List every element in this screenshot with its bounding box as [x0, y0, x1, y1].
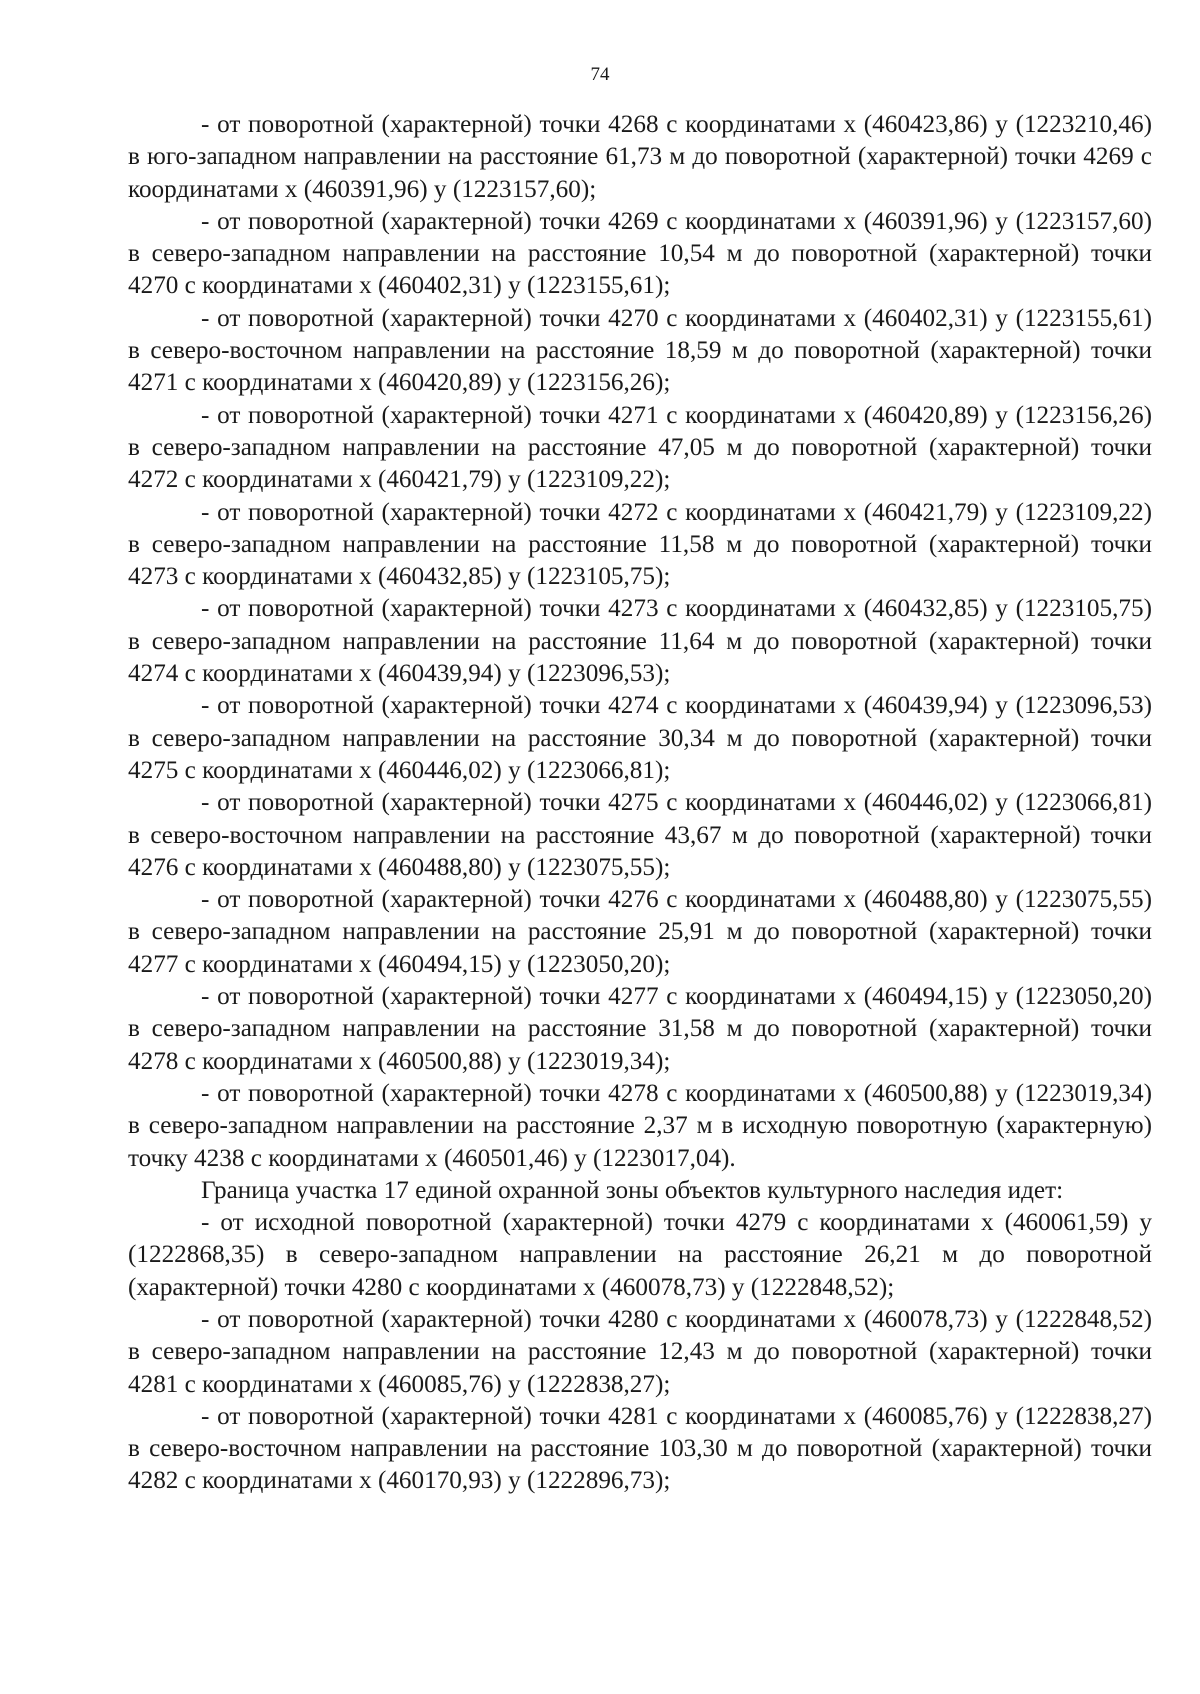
paragraph: - от поворотной (характерной) точки 4281 с координатами x (460085,76) у (1222838,27) в северо-восточном направлении на расстояние 103,30 м до поворотной (характерной) точки 4282 с координатами x (460170,93) у (1222896,73); [128, 1402, 1152, 1495]
page-number: 74 [590, 64, 610, 85]
paragraph: - от поворотной (характерной) точки 4274 с координатами x (460439,94) у (1223096,53) в северо-западном направлении на расстояние 30,34 м до поворотной (характерной) точки 4275 с координатами x (460446,02) у (1223066,81); [128, 692, 1152, 784]
paragraph: - от поворотной (характерной) точки 4280 с координатами x (460078,73) у (1222848,52) в северо-западном направлении на расстояние 12,43 м до поворотной (характерной) точки 4281 с координатами x (460085,76) у (1222838,27); [128, 1305, 1152, 1398]
paragraph: - от поворотной (характерной) точки 4269 с координатами x (460391,96) у (1223157,60) в северо-западном направлении на расстояние 10,54 м до поворотной (характерной) точки 4270 с координатами x (460402,31) у (1223155,61); [128, 207, 1152, 300]
paragraph: - от поворотной (характерной) точки 4270 с координатами x (460402,31) у (1223155,61) в северо-восточном направлении на расстояние 18,59 м до поворотной (характерной) точки 4271 с координатами x (460420,89) у (1223156,26); [128, 304, 1152, 397]
paragraph: - от исходной поворотной (характерной) точки 4279 с координатами x (460061,59) у (1222868,35) в северо-западном направлении на расстояние 26,21 м до поворотной (характерной) точки 4280 с координатами x (460078,73) у (1222848,52); [128, 1209, 1152, 1301]
section-heading-paragraph: Граница участка 17 единой охранной зоны объектов культурного наследия идет: [201, 1176, 1064, 1204]
paragraph: - от поворотной (характерной) точки 4273 с координатами x (460432,85) у (1223105,75) в северо-западном направлении на расстояние 11,64 м до поворотной (характерной) точки 4274 с координатами x (460439,94) у (1223096,53); [128, 595, 1152, 688]
paragraph: - от поворотной (характерной) точки 4277 с координатами x (460494,15) у (1223050,20) в северо-западном направлении на расстояние 31,58 м до поворотной (характерной) точки 4278 с координатами x (460500,88) у (1223019,34); [128, 983, 1152, 1075]
paragraph: - от поворотной (характерной) точки 4276 с координатами x (460488,80) у (1223075,55) в северо-западном направлении на расстояние 25,91 м до поворотной (характерной) точки 4277 с координатами x (460494,15) у (1223050,20); [128, 886, 1152, 978]
paragraph: - от поворотной (характерной) точки 4271 с координатами x (460420,89) у (1223156,26) в северо-западном направлении на расстояние 47,05 м до поворотной (характерной) точки 4272 с координатами x (460421,79) у (1223109,22); [128, 401, 1152, 494]
paragraph: - от поворотной (характерной) точки 4268 с координатами x (460423,86) у (1223210,46) в юго-западном направлении на расстояние 61,73 м до поворотной (характерной) точки 4269 с координатами x (460391,96) у (1223157,60); [128, 111, 1152, 203]
paragraph: - от поворотной (характерной) точки 4272 с координатами x (460421,79) у (1223109,22) в северо-западном направлении на расстояние 11,58 м до поворотной (характерной) точки 4273 с координатами x (460432,85) у (1223105,75); [128, 498, 1152, 591]
paragraph: - от поворотной (характерной) точки 4278 с координатами x (460500,88) у (1223019,34) в северо-западном направлении на расстояние 2,37 м в исходную поворотную (характерную) точку 4238 с координатами x (460501,46) у (1223017,04). [128, 1079, 1152, 1172]
paragraph: - от поворотной (характерной) точки 4275 с координатами x (460446,02) у (1223066,81) в северо-восточном направлении на расстояние 43,67 м до поворотной (характерной) точки 4276 с координатами x (460488,80) у (1223075,55); [128, 789, 1152, 881]
document-body [128, 109, 1152, 1498]
